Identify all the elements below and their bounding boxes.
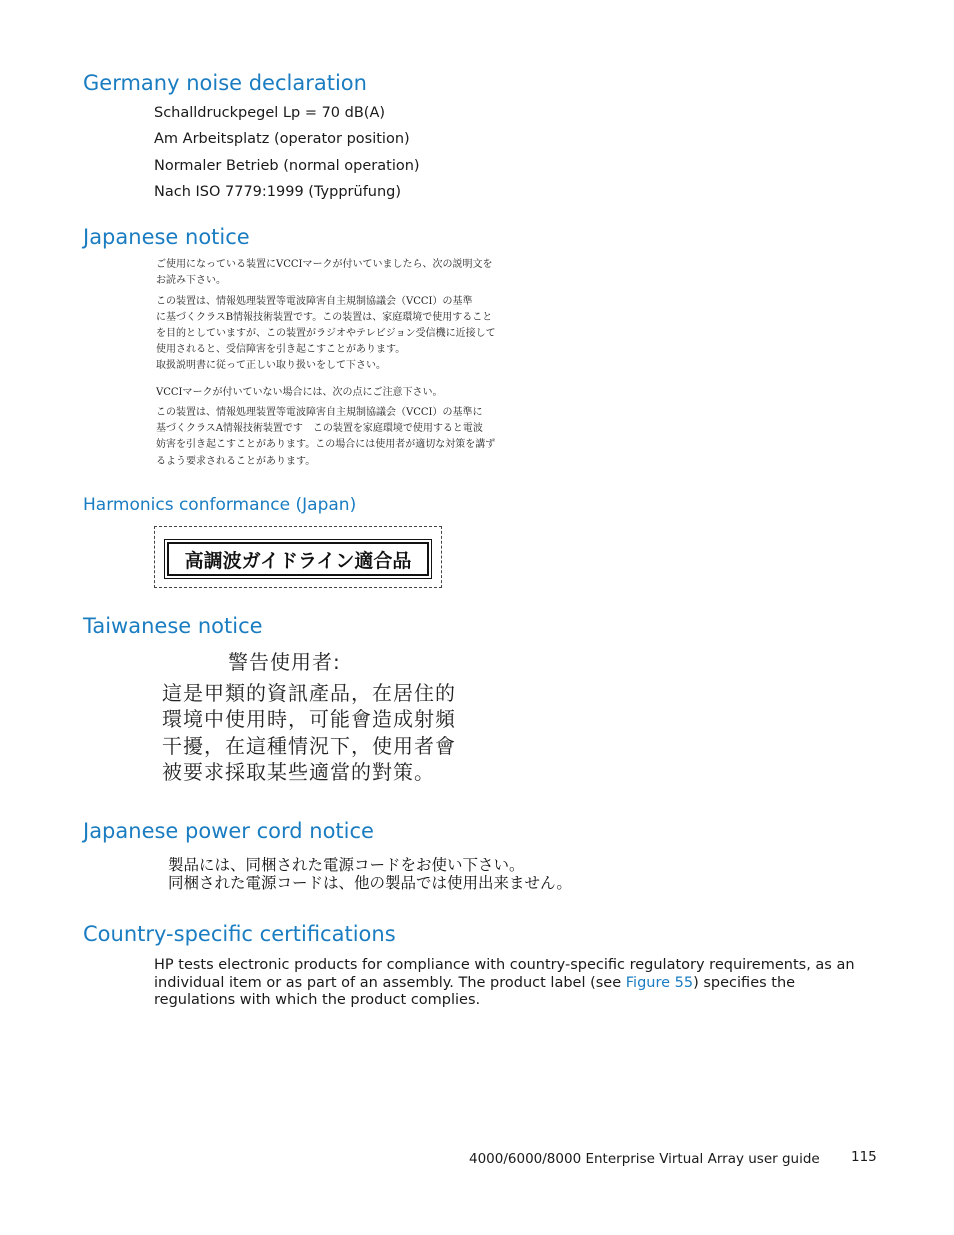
japanese-notice-line: ご使用になっている装置にVCCIマークが付いていましたら、次の説明文を — [156, 259, 493, 270]
japanese-notice-line: を目的としていますが、この装置がラジオやテレビジョン受信機に近接して — [156, 328, 496, 339]
heading-japanese-power-cord: Japanese power cord notice — [83, 819, 374, 843]
paragraph-text: ) specifies the regulations with which the product complies. — [154, 974, 796, 1008]
japanese-notice-line: この装置は、情報処理装置等電波障害自主規制協議会（VCCI）の基準 — [156, 296, 473, 307]
japanese-notice-line: 妨害を引き起こすことがあります。この場合には使用者が適切な対策を講ず — [156, 439, 496, 450]
paragraph-text: HP tests electronic products for compliance with country-specific regulatory requirements, as an individual item or as part of an assembly. The product label (see — [154, 957, 855, 991]
heading-germany-noise: Germany noise declaration — [83, 71, 367, 95]
heading-country-certifications: Country-specific certifications — [83, 922, 396, 946]
heading-japanese-notice: Japanese notice — [83, 225, 250, 249]
taiwanese-notice-line: 環境中使用時，可能會造成射頻 — [162, 707, 456, 731]
harmonics-label: 高調波ガイドライン適合品 — [167, 542, 429, 576]
japanese-notice-line: この装置は、情報処理装置等電波障害自主規制協議会（VCCI）の基準に — [156, 407, 483, 418]
japanese-notice-line: VCCIマークが付いていない場合には、次の点にご注意下さい。 — [156, 387, 443, 398]
harmonics-label-frame — [154, 526, 442, 588]
germany-line-1: Schalldruckpegel Lp = 70 dB(A) — [154, 105, 386, 121]
japanese-notice-line: に基づくクラスB情報技術装置です。この装置は、家庭環境で使用すること — [156, 312, 493, 323]
japanese-notice-line: お読み下さい。 — [156, 275, 226, 286]
footer-title: 4000/6000/8000 Enterprise Virtual Array user guide — [469, 1151, 820, 1167]
japanese-notice-line: 取扱説明書に従って正しい取り扱いをして下さい。 — [156, 360, 386, 371]
heading-harmonics-conformance: Harmonics conformance (Japan) — [83, 495, 357, 515]
germany-line-3: Normaler Betrieb (normal operation) — [154, 158, 420, 174]
japanese-notice-line: るよう要求されることがあります。 — [156, 456, 316, 467]
germany-line-4: Nach ISO 7779:1999 (Typprüfung) — [154, 184, 402, 200]
heading-taiwanese-notice: Taiwanese notice — [83, 614, 263, 638]
power-cord-line-1: 製品には、同梱された電源コードをお使い下さい。 — [168, 856, 525, 874]
taiwanese-notice-line: 干擾，在這種情況下，使用者會 — [162, 734, 456, 758]
page-number: 115 — [851, 1149, 877, 1165]
germany-line-2: Am Arbeitsplatz (operator position) — [154, 131, 410, 147]
japanese-notice-line: 基づくクラスA情報技術装置です この装置を家庭環境で使用すると電波 — [156, 423, 483, 434]
country-certifications-paragraph — [154, 957, 874, 1010]
figure-55-link[interactable]: Figure 55 — [625, 974, 694, 991]
taiwanese-notice-line: 這是甲類的資訊產品，在居住的 — [162, 681, 456, 705]
taiwanese-notice-line: 警告使用者: — [228, 650, 341, 674]
power-cord-line-2: 同梱された電源コードは、他の製品では使用出来ません。 — [168, 874, 572, 892]
japanese-notice-line: 使用されると、受信障害を引き起こすことがあります。 — [156, 344, 406, 355]
taiwanese-notice-line: 被要求採取某些適當的對策。 — [162, 760, 435, 784]
